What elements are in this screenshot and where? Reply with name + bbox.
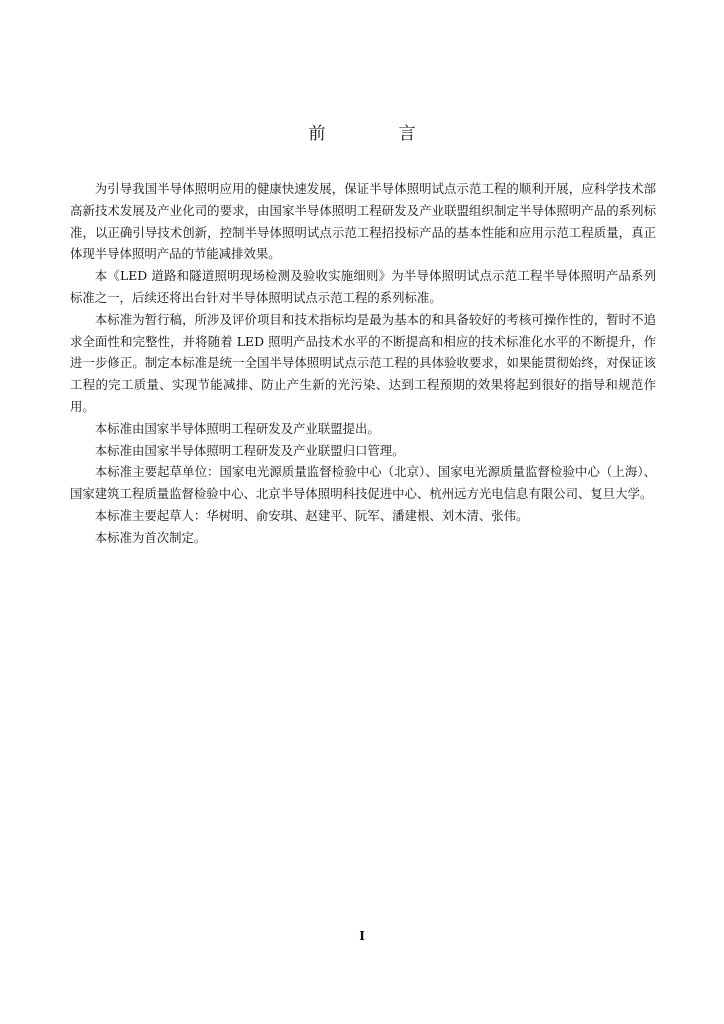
paragraph-series: 本《LED 道路和隧道照明现场检测及验收实施细则》为半导体照明试点示范工程半导体照明产品系列标准之一，后续还将出台针对半导体照明试点示范工程的系列标准。	[70, 268, 656, 305]
page-number: I	[359, 929, 365, 943]
paragraph-managed-by: 本标准由国家半导体照明工程研发及产业联盟归口管理。	[94, 442, 405, 458]
foreword-body	[70, 178, 656, 549]
paragraph-purpose: 为引导我国半导体照明应用的健康快速发展，保证半导体照明试点示范工程的顺利开展，应科学技术部高新技术发展及产业化司的要求，由国家半导体照明工程研发及产业联盟组织制定半导体照明产品的系列标准，以正确引导技术创新，控制半导体照明试点示范工程招投标产品的基本性能和应用示范工程质量，真正体现半导体照明产品的节能减排效果。	[70, 181, 656, 262]
paragraph-drafting-units: 本标准主要起草单位：国家电光源质量监督检验中心（北京）、国家电光源质量监督检验中心（上海）、国家建筑工程质量监督检验中心、北京半导体照明科技促进中心、杭州远方光电信息有限公司、复旦大学。	[70, 464, 656, 502]
paragraph-provisional: 本标准为暂行稿，所涉及评价项目和技术指标均是最为基本的和具备较好的考核可操作性的，暂时不追求全面性和完整性，并将随着 LED 照明产品技术水平的不断提高和相应的技术标准化水平的不断提升，作进一步修正。制定本标准是统一全国半导体照明试点示范工程的具体验收要求，如果能贯彻始终，对保证该工程的完工质量、实现节能减排、防止产生新的光污染、达到工程预期的效果将起到很好的指导和规范作用。	[70, 311, 656, 414]
paragraph-drafters: 本标准主要起草人：华树明、俞安琪、赵建平、阮军、潘建根、刘木清、张伟。	[94, 507, 529, 523]
paragraph-proposed-by: 本标准由国家半导体照明工程研发及产业联盟提出。	[94, 420, 380, 436]
page-title: 前 言	[308, 124, 444, 144]
paragraph-first-edition: 本标准为首次制定。	[94, 529, 207, 545]
